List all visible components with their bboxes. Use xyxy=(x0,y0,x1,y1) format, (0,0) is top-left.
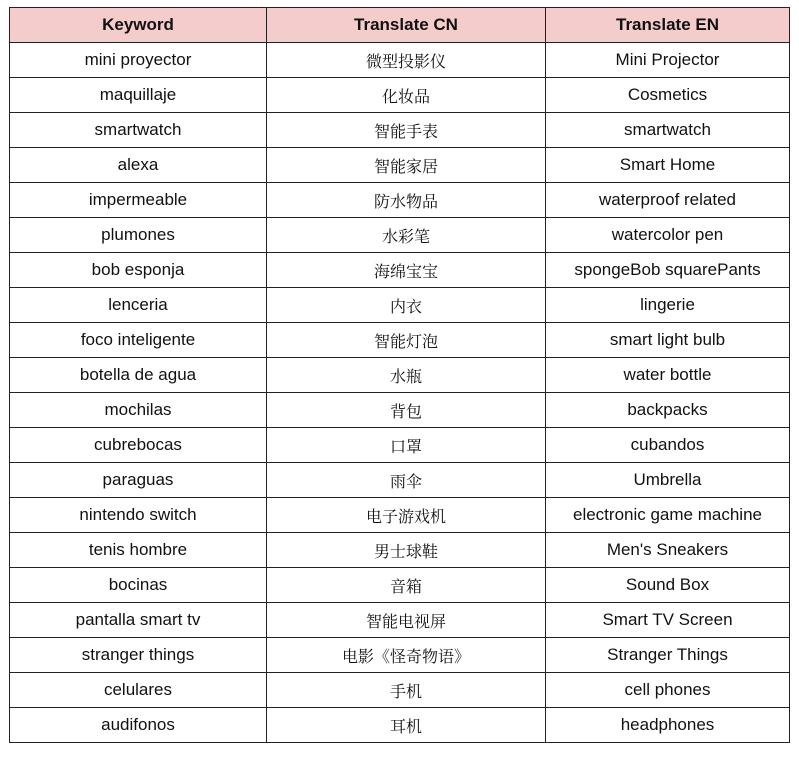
keyword-cell: smartwatch xyxy=(10,113,267,148)
translate-en-cell: cell phones xyxy=(546,673,790,708)
keyword-cell: impermeable xyxy=(10,183,267,218)
table-row xyxy=(10,148,790,183)
translate-cn-cell: 手机 xyxy=(267,673,546,708)
keyword-cell: stranger things xyxy=(10,638,267,673)
translate-en-cell: watercolor pen xyxy=(546,218,790,253)
translate-en-cell: Men's Sneakers xyxy=(546,533,790,568)
table-row xyxy=(10,183,790,218)
table-row xyxy=(10,498,790,533)
translate-en-cell: smart light bulb xyxy=(546,323,790,358)
table-row xyxy=(10,533,790,568)
table-row xyxy=(10,358,790,393)
translate-cn-cell: 背包 xyxy=(267,393,546,428)
table-row xyxy=(10,78,790,113)
translate-cn-cell: 防水物品 xyxy=(267,183,546,218)
translate-cn-cell: 化妆品 xyxy=(267,78,546,113)
translate-en-cell: smartwatch xyxy=(546,113,790,148)
table-row xyxy=(10,463,790,498)
translate-cn-cell: 智能家居 xyxy=(267,148,546,183)
keyword-cell: celulares xyxy=(10,673,267,708)
translate-cn-cell: 男士球鞋 xyxy=(267,533,546,568)
translate-cn-cell: 智能手表 xyxy=(267,113,546,148)
table-row xyxy=(10,428,790,463)
translate-cn-cell: 雨伞 xyxy=(267,463,546,498)
translate-en-cell: Umbrella xyxy=(546,463,790,498)
keyword-cell: botella de agua xyxy=(10,358,267,393)
keyword-cell: paraguas xyxy=(10,463,267,498)
table-row xyxy=(10,603,790,638)
keyword-cell: audifonos xyxy=(10,708,267,743)
table-row xyxy=(10,673,790,708)
translate-cn-cell: 电影《怪奇物语》 xyxy=(267,638,546,673)
translate-en-cell: spongeBob squarePants xyxy=(546,253,790,288)
keyword-cell: foco inteligente xyxy=(10,323,267,358)
table-row xyxy=(10,43,790,78)
translate-cn-cell: 耳机 xyxy=(267,708,546,743)
translate-cn-cell: 口罩 xyxy=(267,428,546,463)
keyword-cell: plumones xyxy=(10,218,267,253)
keyword-cell: cubrebocas xyxy=(10,428,267,463)
translate-en-cell: Mini Projector xyxy=(546,43,790,78)
translate-en-cell: headphones xyxy=(546,708,790,743)
keyword-cell: mochilas xyxy=(10,393,267,428)
header-row xyxy=(10,8,790,43)
translate-cn-cell: 微型投影仪 xyxy=(267,43,546,78)
table-row xyxy=(10,288,790,323)
translate-en-cell: electronic game machine xyxy=(546,498,790,533)
translate-cn-cell: 智能电视屏 xyxy=(267,603,546,638)
table-row xyxy=(10,638,790,673)
header-translate-en: Translate EN xyxy=(546,8,790,43)
translate-en-cell: Sound Box xyxy=(546,568,790,603)
table-row xyxy=(10,393,790,428)
keyword-cell: pantalla smart tv xyxy=(10,603,267,638)
keyword-table-container xyxy=(9,7,790,743)
translate-cn-cell: 智能灯泡 xyxy=(267,323,546,358)
translate-en-cell: cubandos xyxy=(546,428,790,463)
translate-en-cell: waterproof related xyxy=(546,183,790,218)
translate-cn-cell: 水彩笔 xyxy=(267,218,546,253)
table-row xyxy=(10,113,790,148)
header-keyword: Keyword xyxy=(10,8,267,43)
translate-cn-cell: 水瓶 xyxy=(267,358,546,393)
translate-cn-cell: 内衣 xyxy=(267,288,546,323)
table-row xyxy=(10,568,790,603)
translate-cn-cell: 音箱 xyxy=(267,568,546,603)
translate-cn-cell: 电子游戏机 xyxy=(267,498,546,533)
translate-cn-cell: 海绵宝宝 xyxy=(267,253,546,288)
keyword-cell: bocinas xyxy=(10,568,267,603)
keyword-translation-table xyxy=(9,7,790,743)
keyword-cell: alexa xyxy=(10,148,267,183)
header-translate-cn: Translate CN xyxy=(267,8,546,43)
table-row xyxy=(10,323,790,358)
translate-en-cell: Cosmetics xyxy=(546,78,790,113)
translate-en-cell: lingerie xyxy=(546,288,790,323)
keyword-cell: nintendo switch xyxy=(10,498,267,533)
keyword-cell: lenceria xyxy=(10,288,267,323)
table-row xyxy=(10,708,790,743)
translate-en-cell: Smart TV Screen xyxy=(546,603,790,638)
table-row xyxy=(10,253,790,288)
table-row xyxy=(10,218,790,253)
keyword-cell: maquillaje xyxy=(10,78,267,113)
translate-en-cell: backpacks xyxy=(546,393,790,428)
translate-en-cell: Stranger Things xyxy=(546,638,790,673)
keyword-cell: bob esponja xyxy=(10,253,267,288)
translate-en-cell: water bottle xyxy=(546,358,790,393)
keyword-cell: tenis hombre xyxy=(10,533,267,568)
translate-en-cell: Smart Home xyxy=(546,148,790,183)
keyword-cell: mini proyector xyxy=(10,43,267,78)
